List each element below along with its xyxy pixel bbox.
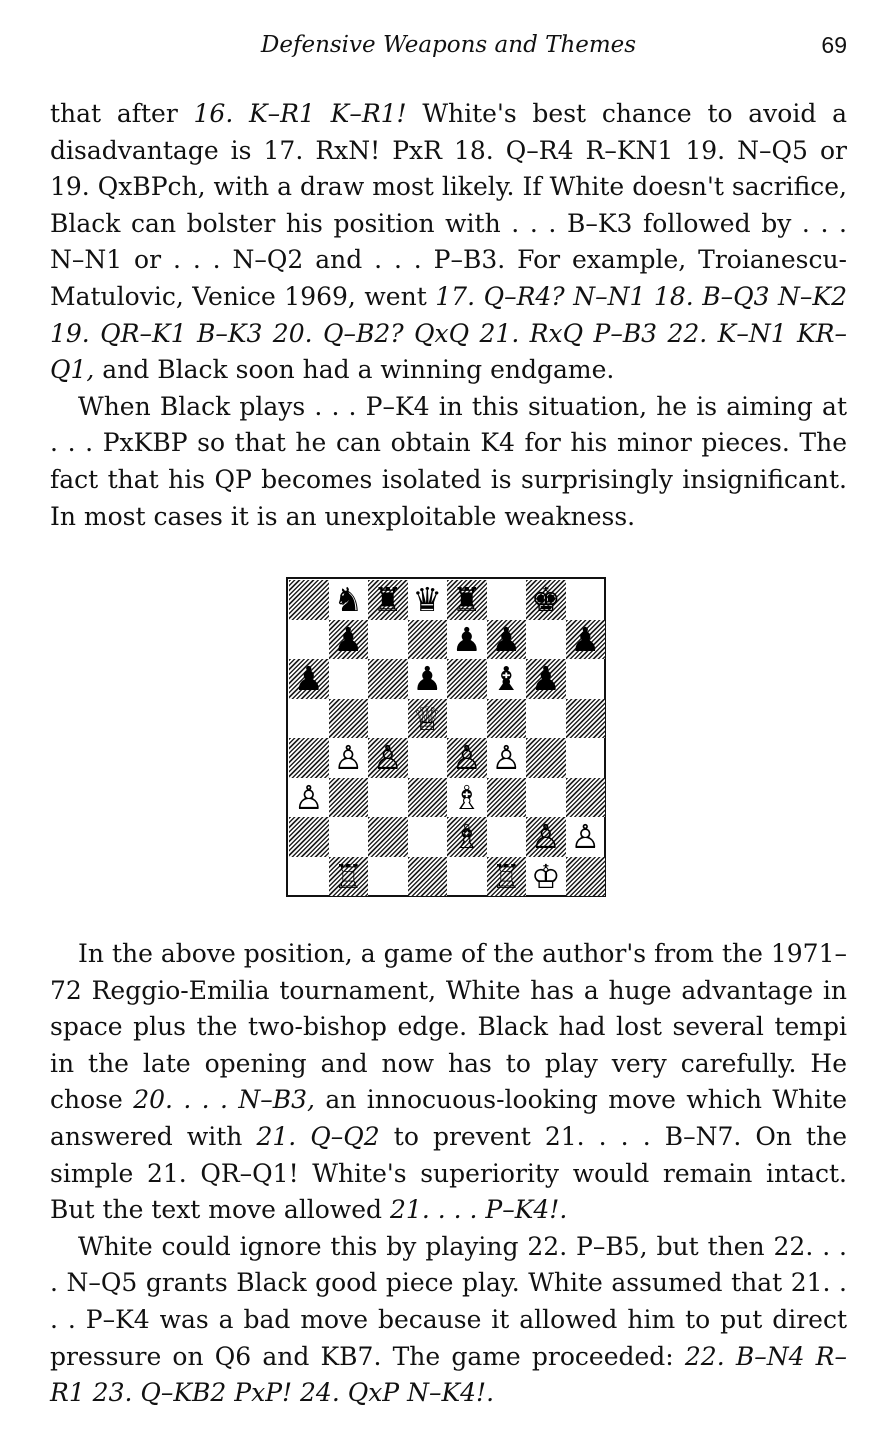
- board-square: [289, 778, 329, 818]
- board-square: [368, 580, 408, 620]
- board-square: [447, 580, 487, 620]
- board-square: [408, 699, 448, 739]
- chess-piece: ♟: [491, 619, 522, 659]
- board-square: [329, 580, 369, 620]
- board-square: [447, 778, 487, 818]
- board-square: [566, 620, 606, 660]
- board-square: [289, 738, 329, 778]
- board-square: [368, 817, 408, 857]
- text-run: White's best chance to avoid a disadvantage is 17. RxN! PxR 18. Q–R4 R–KN1 19. N–Q5 or 19. QxBPch, with a draw most likely. If White doesn't sacrifice, Black can bolster his position with . . . B–K3 followed by . . . N–N1 or . . . N–Q2 and . . . P–B3. For example, Troianescu-Matulovic, Venice 1969, went: [50, 99, 847, 311]
- board-square: [408, 620, 448, 660]
- chess-piece: ♗: [451, 777, 482, 817]
- board-square: [566, 857, 606, 897]
- board-square: [487, 580, 527, 620]
- chess-piece: ♙: [333, 738, 364, 778]
- board-square: [329, 738, 369, 778]
- chess-piece: ♟: [412, 659, 443, 699]
- body-text-bottom: [50, 936, 847, 1412]
- chess-piece: ♟: [530, 659, 561, 699]
- board-square: [487, 817, 527, 857]
- board-square: [487, 620, 527, 660]
- board-square: [487, 738, 527, 778]
- board-square: [329, 699, 369, 739]
- board-square: [566, 817, 606, 857]
- chess-piece: ♟: [293, 659, 324, 699]
- board-square: [566, 659, 606, 699]
- board-square: [329, 778, 369, 818]
- text-run: that after: [50, 99, 194, 128]
- board-square: [408, 817, 448, 857]
- text-run: to prevent 21. . . . B–N7. On the simple 21. QR–Q1! White's superiority would remain intact. But the text move allowed: [50, 1121, 847, 1225]
- move-notation: 21. Q–Q2: [256, 1121, 380, 1151]
- board-square: [526, 738, 566, 778]
- chess-board: [289, 580, 605, 896]
- board-square: [329, 659, 369, 699]
- board-square: [368, 659, 408, 699]
- board-square: [289, 857, 329, 897]
- chess-piece: ♟: [333, 619, 364, 659]
- board-square: [526, 857, 566, 897]
- running-head: Defensive Weapons and Themes: [260, 32, 637, 58]
- move-notation: 20. . . . N–B3,: [133, 1085, 315, 1115]
- board-square: [526, 817, 566, 857]
- board-square: [526, 699, 566, 739]
- board-square: [329, 620, 369, 660]
- chess-piece: ♝: [491, 659, 522, 699]
- paragraph: [50, 96, 847, 389]
- board-square: [329, 857, 369, 897]
- text-run: White could ignore this by playing 22. P–B5, but then 22. . . . N–Q5 grants Black good piece play. White assumed that 21. . . . P–K4 was a bad move because it allowed him to put direct pressure on Q6 and KB7. The game proceeded:: [50, 1231, 847, 1371]
- chess-piece: ♕: [412, 698, 443, 738]
- board-square: [487, 659, 527, 699]
- chess-piece: ♞: [333, 580, 364, 620]
- board-square: [368, 620, 408, 660]
- board-square: [526, 659, 566, 699]
- board-square: [526, 620, 566, 660]
- text-run: When Black plays . . . P–K4 in this situation, he is aiming at . . . PxKBP so that he can obtain K4 for his minor pieces. The fact that his QP becomes isolated is surprisingly insignificant. In most cases it is an unexploitable weakness.: [50, 391, 847, 531]
- chess-piece: ♙: [530, 817, 561, 857]
- text-run: and Black soon had a winning endgame.: [94, 355, 615, 385]
- board-square: [408, 738, 448, 778]
- move-notation: 16. K–R1 K–R1!: [193, 99, 407, 128]
- board-square: [408, 857, 448, 897]
- board-square: [408, 778, 448, 818]
- chess-piece: ♜: [372, 580, 403, 620]
- board-square: [408, 659, 448, 699]
- chess-piece: ♙: [570, 817, 601, 857]
- board-square: [289, 699, 329, 739]
- board-square: [447, 699, 487, 739]
- board-square: [368, 699, 408, 739]
- chess-piece: ♙: [451, 738, 482, 778]
- board-square: [447, 817, 487, 857]
- board-square: [289, 620, 329, 660]
- chess-piece: ♛: [412, 580, 443, 620]
- chess-piece: ♙: [491, 738, 522, 778]
- board-square: [566, 738, 606, 778]
- page-header: [50, 32, 847, 64]
- chess-piece: ♟: [451, 619, 482, 659]
- board-square: [329, 817, 369, 857]
- board-square: [487, 778, 527, 818]
- board-square: [566, 699, 606, 739]
- board-square: [526, 580, 566, 620]
- text-run: In the above position, a game of the author's from the 1971–72 Reggio-Emilia tournament, White has a huge advantage in space plus the two-bishop edge. Black had lost several tempi in the late opening and now has to play very carefully. He chose: [50, 939, 847, 1115]
- board-square: [566, 580, 606, 620]
- board-square: [526, 778, 566, 818]
- chess-piece: ♔: [530, 856, 561, 896]
- chess-diagram: [286, 577, 606, 897]
- board-square: [447, 659, 487, 699]
- board-square: [447, 738, 487, 778]
- board-square: [368, 738, 408, 778]
- move-notation: 17. Q–R4? N–N1 18. B–Q3 N–K2 19. QR–K1 B–K3 20. Q–B2? QxQ 21. RxQ P–B3 22. K–N1 KR–Q1,: [50, 281, 847, 385]
- chess-piece: ♙: [372, 738, 403, 778]
- move-notation: 21. . . . P–K4!.: [390, 1195, 568, 1225]
- board-square: [487, 699, 527, 739]
- board-square: [368, 857, 408, 897]
- chess-piece: ♗: [451, 817, 482, 857]
- move-notation: 22. B–N4 R–R1 23. Q–KB2 PxP! 24. QxP N–K4!.: [50, 1341, 847, 1408]
- board-square: [289, 580, 329, 620]
- body-text-top: [50, 96, 847, 535]
- page-number: 69: [821, 32, 847, 58]
- chess-piece: ♚: [530, 580, 561, 620]
- board-square: [368, 778, 408, 818]
- text-run: an innocuous-looking move which White answered with: [50, 1085, 847, 1151]
- chess-piece: ♜: [451, 580, 482, 620]
- board-square: [289, 659, 329, 699]
- board-square: [566, 778, 606, 818]
- chess-piece: ♖: [333, 856, 364, 896]
- board-square: [487, 857, 527, 897]
- paragraph: [50, 1229, 847, 1412]
- board-square: [289, 817, 329, 857]
- board-square: [447, 620, 487, 660]
- chess-piece: ♟: [570, 619, 601, 659]
- chess-piece: ♙: [293, 777, 324, 817]
- paragraph: [50, 936, 847, 1229]
- board-square: [408, 580, 448, 620]
- chess-piece: ♖: [491, 856, 522, 896]
- board-square: [447, 857, 487, 897]
- paragraph: [50, 389, 847, 535]
